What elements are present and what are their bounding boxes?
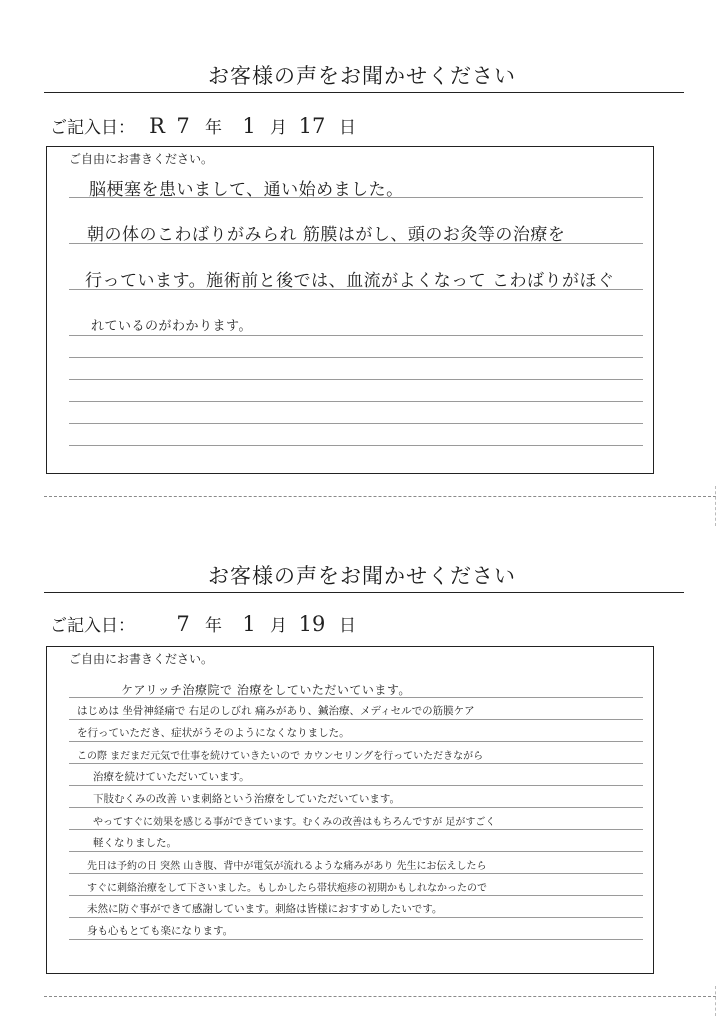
date-era: R xyxy=(149,114,165,138)
form-title: お客様の声をお聞かせください xyxy=(208,564,516,588)
edge-mark xyxy=(715,486,716,526)
ruled-line xyxy=(69,829,643,830)
box-label: ご自由にお書きください。 xyxy=(69,652,214,666)
ruled-line xyxy=(69,807,643,808)
handwritten-line: 行っています。施術前と後では、血流がよくなって こわばりがほぐ xyxy=(85,271,615,291)
cut-line xyxy=(44,496,716,497)
handwritten-line: 朝の体のこわばりがみられ 筋膜はがし、頭のお灸等の治療を xyxy=(87,225,566,245)
ruled-line xyxy=(69,763,643,764)
box-label: ご自由にお書きください。 xyxy=(69,152,214,166)
handwritten-line: はじめは 坐骨神経痛で 右足のしびれ 痛みがあり、鍼治療、メディセルでの筋膜ケア xyxy=(77,705,475,717)
handwritten-line: 脳梗塞を患いまして、通い始めました。 xyxy=(89,180,404,200)
comment-box xyxy=(46,646,654,974)
handwritten-line: れているのがわかります。 xyxy=(91,319,252,334)
title-underline xyxy=(44,592,684,593)
month-unit: 月 xyxy=(270,616,287,636)
handwritten-line: やってすぐに効果を感じる事ができています。むくみの改善はもちろんですが 足がすごく xyxy=(93,817,496,828)
date-year: 7 xyxy=(176,612,190,636)
handwritten-line: 先日は予約の日 突然 山き腹、背中が電気が流れるような痛みがあり 先生にお伝えしたら xyxy=(87,861,487,872)
ruled-line xyxy=(69,851,643,852)
date-day: 19 xyxy=(298,612,326,636)
entry-date xyxy=(50,611,356,636)
handwritten-line: この際 まだまだ元気で仕事を続けていきたいので カウンセリングを行っていただきながら xyxy=(77,751,484,762)
title-underline xyxy=(44,92,684,93)
day-unit: 日 xyxy=(339,118,356,138)
year-unit: 年 xyxy=(205,616,222,636)
handwritten-line: すぐに刺絡治療をして下さいました。もしかしたら帯状疱疹の初期かもしれなかったので xyxy=(87,883,487,894)
month-unit: 月 xyxy=(270,118,287,138)
handwritten-line: 身も心もとても楽になります。 xyxy=(87,925,234,937)
ruled-line xyxy=(69,379,643,380)
handwritten-line: 未然に防ぐ事ができて感謝しています。刺絡は皆様におすすめしたいです。 xyxy=(87,903,443,915)
ruled-line xyxy=(69,939,643,940)
date-year: 7 xyxy=(176,114,190,138)
date-label: ご記入日： xyxy=(50,118,135,138)
ruled-line xyxy=(69,741,643,742)
date-month: 1 xyxy=(242,612,256,636)
handwritten-line: 軽くなりました。 xyxy=(93,837,177,849)
year-unit: 年 xyxy=(205,118,222,138)
ruled-line xyxy=(69,423,643,424)
ruled-line xyxy=(69,895,643,896)
ruled-line xyxy=(69,445,643,446)
day-unit: 日 xyxy=(339,616,356,636)
comment-box xyxy=(46,146,654,474)
ruled-line xyxy=(69,917,643,918)
edge-mark xyxy=(715,986,716,1016)
form-title: お客様の声をお聞かせください xyxy=(208,64,516,88)
ruled-line xyxy=(69,357,643,358)
handwritten-line: を行っていただき、症状がうそのようになくなりました。 xyxy=(77,727,350,739)
cut-line xyxy=(44,996,716,997)
ruled-line xyxy=(69,719,643,720)
entry-date xyxy=(50,113,356,138)
ruled-line xyxy=(69,873,643,874)
handwritten-line: 治療を続けていただいています。 xyxy=(93,771,250,783)
ruled-line xyxy=(69,335,643,336)
ruled-line xyxy=(69,785,643,786)
handwritten-line: 下肢むくみの改善 いま刺絡という治療をしていただいています。 xyxy=(93,793,400,805)
date-day: 17 xyxy=(298,114,326,138)
ruled-line xyxy=(69,401,643,402)
date-month: 1 xyxy=(242,114,256,138)
date-label: ご記入日： xyxy=(50,616,135,636)
handwritten-line: ケアリッチ治療院で 治療をしていただいています。 xyxy=(121,683,411,697)
